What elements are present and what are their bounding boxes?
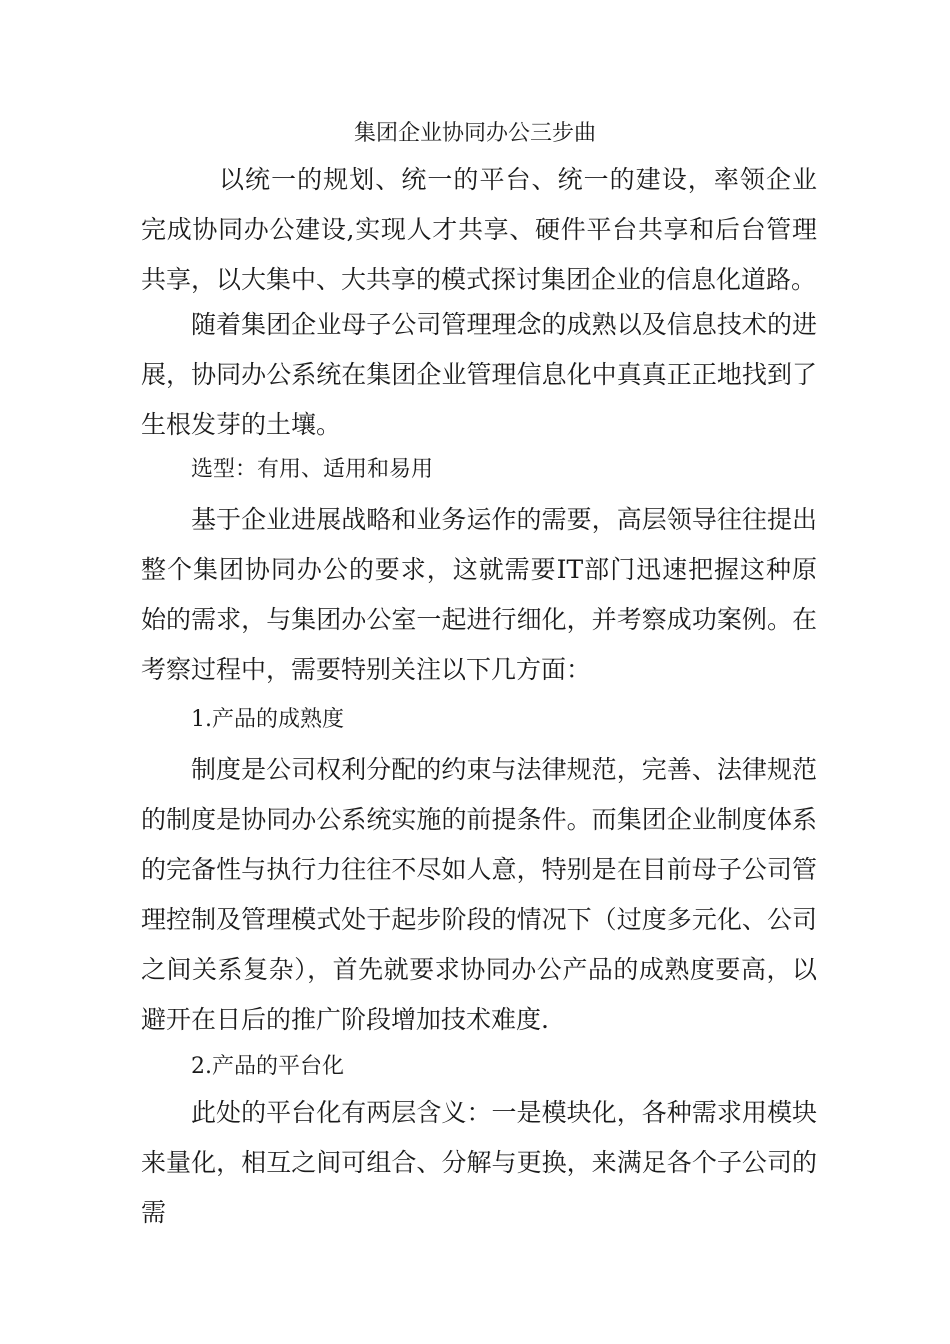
item-2-body: 此处的平台化有两层含义：一是模块化，各种需求用模块来量化，相互之间可组合、分解与更换，来满足各个子公司的需 (141, 1098, 817, 1227)
document-title: 集团企业协同办公三步曲 (353, 121, 596, 146)
item-1-body: 制度是公司权利分配的约束与法律规范，完善、法律规范的制度是协同办公系统实施的前提条件。而集团企业制度体系的完备性与执行力往往不尽如人意，特别是在目前母子公司管理控制及管理模式处于起步阶段的情况下（过度多元化、公司之间关系复杂），首先就要求协同办公产品的成熟度要高，以避开在日后的推广阶段增加技术难度. (141, 755, 817, 1034)
section-heading: 选型：有用、适用和易用 (191, 457, 434, 482)
item-2-heading: 2.产品的平台化 (191, 1054, 344, 1079)
intro-paragraph: 以统一的规划、统一的平台、统一的建设，率领企业完成协同办公建设,实现人才共享、硬件平台共享和后台管理共享，以大集中、大共享的模式探讨集团企业的信息化道路。 (141, 165, 817, 294)
paragraph-2: 基于企业进展战略和业务运作的需要，高层领导往往提出整个集团协同办公的要求，这就需要IT部门迅速把握这种原始的需求，与集团办公室一起进行细化，并考察成功案例。在考察过程中，需要特别关注以下几方面： (141, 505, 817, 684)
paragraph-1: 随着集团企业母子公司管理理念的成熟以及信息技术的进展，协同办公系统在集团企业管理信息化中真真正正地找到了生根发芽的土壤。 (141, 310, 817, 439)
item-1-heading: 1.产品的成熟度 (191, 707, 344, 732)
